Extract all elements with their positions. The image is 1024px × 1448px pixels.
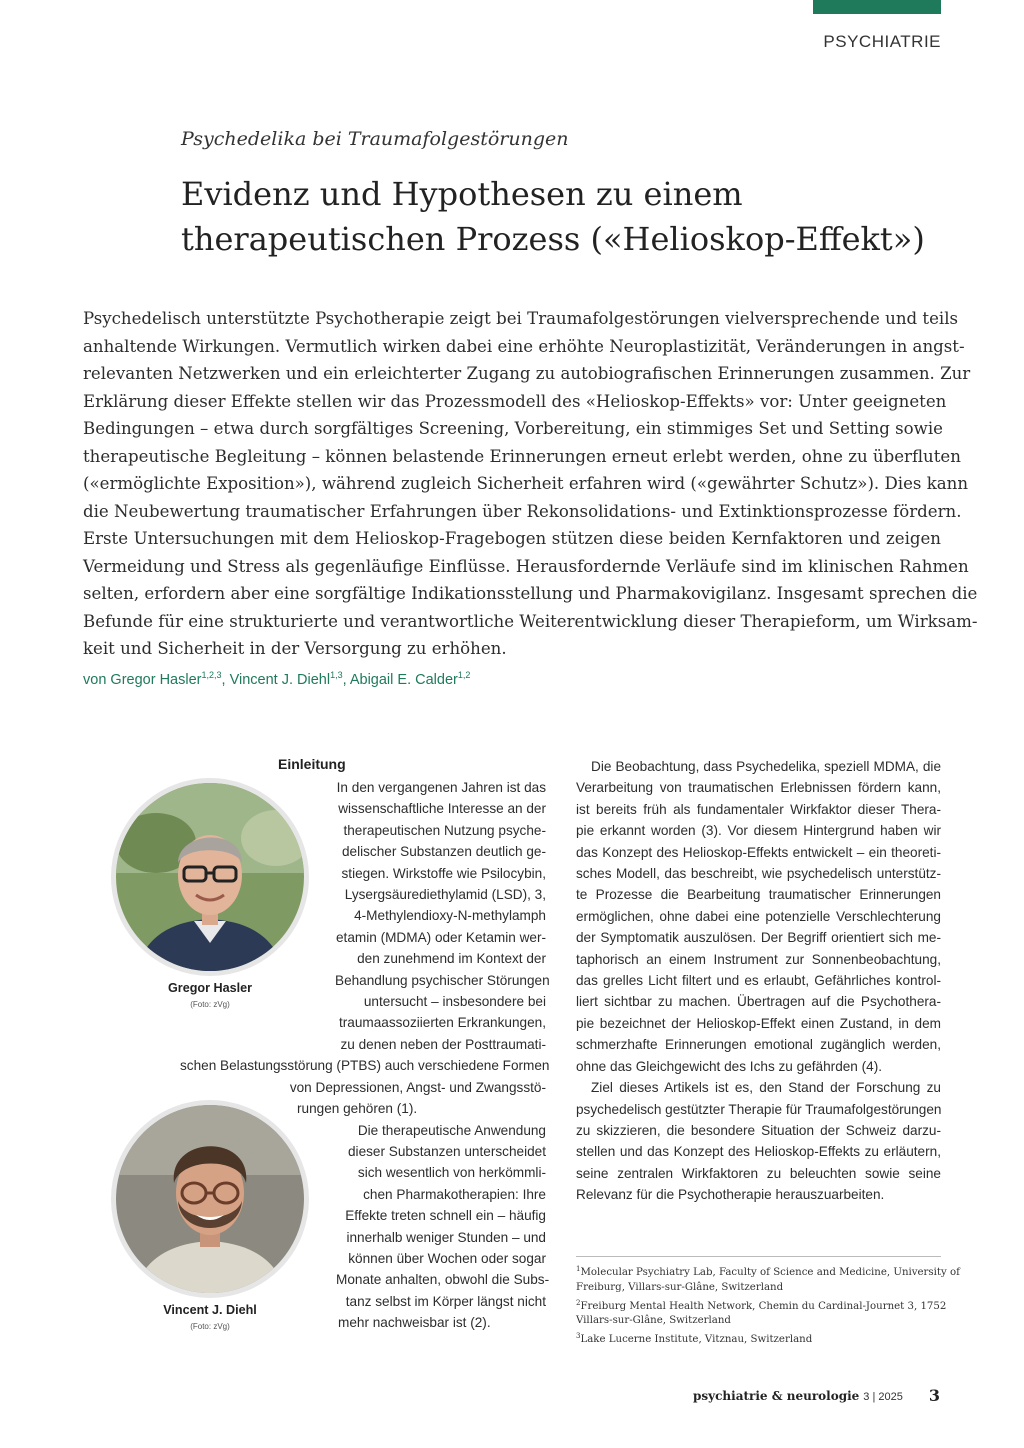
body-line: das grelles Licht filtert und es erlaubt, Gefährliches kontrol-: [576, 973, 941, 989]
body-line: delischer Substanzen deutlich ge-: [341, 844, 546, 860]
body-line: Behandlung psychischer Störungen: [335, 972, 550, 988]
body-line: In den vergangenen Jahren ist das: [336, 780, 546, 795]
abstract-line: keit und Sicherheit in der Versorgung zu erhöhen.: [83, 639, 507, 658]
byline-separator: ,: [221, 672, 230, 688]
body-line: sich wesentlich von herkömmli-: [357, 1165, 546, 1181]
page-footer: [693, 1385, 940, 1404]
body-line: psychedelisch gestützter Therapie für Traumafolgestörungen: [576, 1101, 942, 1117]
body-line: taphorisch an einem Instrument zur Sonnenbeobachtung,: [576, 951, 941, 967]
abstract-line: («ermöglichte Exposition»), während zugleich Sicherheit erfahren wird («gewährter Schutz»). Dies kann: [83, 474, 969, 493]
body-line: mehr nachweisbar ist (2).: [338, 1315, 491, 1331]
abstract-line: Bedingungen – etwa durch sorgfältiges Screening, Vorbereitung, ein stimmiges Set und Setting sowie: [83, 419, 943, 438]
body-line: therapeutischen Nutzung psyche-: [343, 822, 546, 838]
journal-name: psychiatrie & neurologie: [693, 1389, 860, 1403]
abstract-line: Erklärung dieser Effekte stellen wir das Prozessmodell des «Helioskop-Effekts» vor: Unter geeigneten: [83, 391, 947, 411]
author-name: Abigail E. Calder: [349, 672, 458, 688]
body-line: 4-Methylendioxy-N-methylamph: [354, 908, 546, 924]
footnote-text: Freiburg Mental Health Network, Chemin du Cardinal-Journet 3, 1752: [580, 1300, 947, 1312]
body-line: von Depressionen, Angst- und Zwangsstö-: [289, 1079, 546, 1095]
section-label: PSYCHIATRIE: [823, 32, 941, 51]
body-line: ist bereits früh als fundamentaler Wirkfaktor dieser Thera-: [576, 801, 941, 817]
author-name: Vincent J. Diehl: [229, 672, 331, 688]
photo-credit: (Foto: zVg): [190, 1322, 230, 1331]
body-line: pie erkannt worden (3). Vor diesem Hintergrund haben wir: [576, 823, 941, 839]
page-number: 3: [928, 1386, 940, 1405]
body-line: das Konzept des Helioskop-Effekts entwickelt – ein theoreti-: [576, 844, 941, 860]
abstract-line: Erste Untersuchungen mit dem Helioskop-Fragebogen stützen diese beiden Kernfaktoren und zeigen: [83, 529, 941, 548]
abstract-line: Psychedelisch unterstützte Psychotherapie zeigt bei Traumafolgestörungen vielversprechende und teils: [83, 309, 959, 328]
body-line: ohne das Gleichgewicht des Ichs zu gefährden (4).: [576, 1058, 883, 1074]
body-line: tanz selbst im Körper längst nicht: [345, 1293, 546, 1309]
author-affiliation: 1,2: [457, 670, 471, 680]
abstract: [83, 305, 978, 663]
section-heading-einleitung: Einleitung: [278, 756, 346, 772]
body-line: Die Beobachtung, dass Psychedelika, speziell MDMA, die: [591, 759, 941, 774]
article-title: [181, 172, 961, 262]
body-line: schen Belastungsstörung (PTBS) auch verschiedene Formen: [180, 1058, 550, 1074]
body-line: pie bezeichnet der Helioskop-Effekt einen Zustand, in dem: [576, 1015, 941, 1031]
body-line: chen Pharmakotherapien: Ihre: [363, 1186, 546, 1202]
body-line: zu denen neben der Posttraumati-: [340, 1036, 546, 1052]
body-line: stellen und das Konzept des Helioskop-Effekts zu erläutern,: [576, 1144, 941, 1160]
title-line: Evidenz und Hypothesen zu einem: [181, 175, 743, 213]
body-line: Relevanz für die Psychotherapie herauszuarbeiten.: [576, 1187, 885, 1203]
footnote-cont: Freiburg, Villars-sur-Glâne, Switzerland: [576, 1281, 784, 1293]
photo-caption-name: Gregor Hasler: [168, 981, 252, 995]
body-line: den zunehmend im Kontext der: [357, 951, 546, 967]
footnote-text: Lake Lucerne Institute, Vitznau, Switzerland: [580, 1334, 813, 1346]
footnote: [576, 1329, 941, 1348]
photo-credit: (Foto: zVg): [190, 1000, 230, 1009]
footnote-text: Molecular Psychiatry Lab, Faculty of Science and Medicine, University of: [580, 1267, 960, 1278]
body-line: untersucht – insbesondere bei: [363, 994, 546, 1010]
column-2-text: [576, 756, 941, 1206]
body-line: seine zentralen Wirkfaktoren zu beleuchten sowie seine: [576, 1165, 941, 1181]
photo-caption-name: Vincent J. Diehl: [163, 1303, 257, 1317]
byline-prefix: von: [83, 672, 111, 688]
abstract-line: therapeutische Begleitung – können belastende Erinnerungen erneut erlebt werden, ohne zu überfluten: [83, 446, 961, 466]
body-line: etamin (MDMA) oder Ketamin wer-: [336, 929, 546, 945]
author-affiliation: 1,3: [330, 670, 343, 680]
abstract-line: Vermeidung und Stress als gegenläufige Einflüsse. Herausfordernde Verläufe sind im klinischen Rahmen: [83, 556, 969, 576]
abstract-line: selten, erfordern aber eine sorgfältige Indikationsstellung und Pharmakovigilanz. Insgesamt sprechen die: [83, 584, 978, 603]
affiliation-footnotes: [576, 1262, 960, 1348]
section-color-bar: [813, 0, 941, 14]
footnote-marker: 2: [576, 1298, 581, 1307]
body-line: ermöglichen, ohne dabei eine potenzielle Verschlechterung: [576, 908, 941, 924]
body-line: Effekte treten schnell ein – häufig: [345, 1208, 546, 1224]
abstract-line: die Neubewertung traumatischer Erfahrungen über Rekonsolidations- und Extinktionsprozesse fördern.: [83, 501, 962, 521]
author-affiliation: 1,2,3: [201, 670, 222, 680]
footnote: [576, 1296, 947, 1315]
body-line: Monate anhalten, obwohl die Subs-: [336, 1272, 550, 1288]
byline-separator: ,: [342, 672, 350, 688]
body-line: traumaassoziierten Erkrankungen,: [338, 1015, 546, 1031]
title-line: therapeutischen Prozess («Helioskop-Effekt»): [181, 220, 925, 258]
abstract-line: relevanten Netzwerken und ein erleichterter Zugang zu autobiografischen Erinnerungen zusammen. Zur: [83, 364, 971, 383]
body-line: innerhalb weniger Stunden – und: [346, 1229, 546, 1245]
author-name: Gregor Hasler: [110, 672, 202, 688]
body-line: Ziel dieses Artikels ist es, den Stand der Forschung zu: [591, 1080, 941, 1096]
body-line: Die therapeutische Anwendung: [357, 1122, 546, 1138]
abstract-line: anhaltende Wirkungen. Vermutlich wirken dabei eine erhöhte Neuroplastizität, Veränderungen in angst-: [83, 336, 965, 356]
body-line: wissenschaftliche Interesse an der: [338, 801, 546, 817]
body-line: liert sichtbar zu machen. Übertragen auf die Psychothera-: [576, 994, 941, 1010]
body-line: schmerzhafte Erinnerungen emotional zugänglich werden,: [576, 1037, 941, 1053]
body-line: te Prozesse die Bearbeitung traumatischer Erinnerungen: [576, 887, 941, 903]
body-line: rungen gehören (1).: [297, 1101, 418, 1117]
body-line: dieser Substanzen unterscheidet: [348, 1143, 546, 1159]
journal-issue: 3 | 2025: [863, 1391, 903, 1403]
body-line: stiegen. Wirkstoffe wie Psilocybin,: [341, 865, 546, 881]
body-line: sches Modell, das beschreibt, wie psychedelisch unterstütz-: [576, 866, 941, 882]
footnote: [576, 1262, 960, 1281]
footnote-divider: [576, 1256, 941, 1257]
column-1-text: [180, 777, 550, 1334]
footnote-marker: 3: [576, 1332, 581, 1341]
footnote-marker: 1: [576, 1265, 581, 1273]
body-line: Lysergsäurediethylamid (LSD), 3,: [344, 887, 546, 903]
body-line: können über Wochen oder sogar: [348, 1250, 546, 1266]
body-line: der Symptomatik auszulösen. Der Begriff orientiert sich me-: [576, 930, 941, 946]
author-byline: [83, 670, 470, 688]
body-line: zu skizzieren, die besondere Situation der Schweiz darzu-: [576, 1122, 941, 1138]
body-line: Verarbeitung von traumatischen Erlebnissen fördern kann,: [576, 780, 941, 796]
footnote-cont: Villars-sur-Glâne, Switzerland: [576, 1315, 731, 1327]
abstract-line: Befunde für eine strukturierte und verantwortliche Weiterentwicklung dieser Therapieform, um Wirksam-: [83, 611, 978, 631]
article-kicker: Psychedelika bei Traumafolgestörungen: [181, 128, 569, 150]
